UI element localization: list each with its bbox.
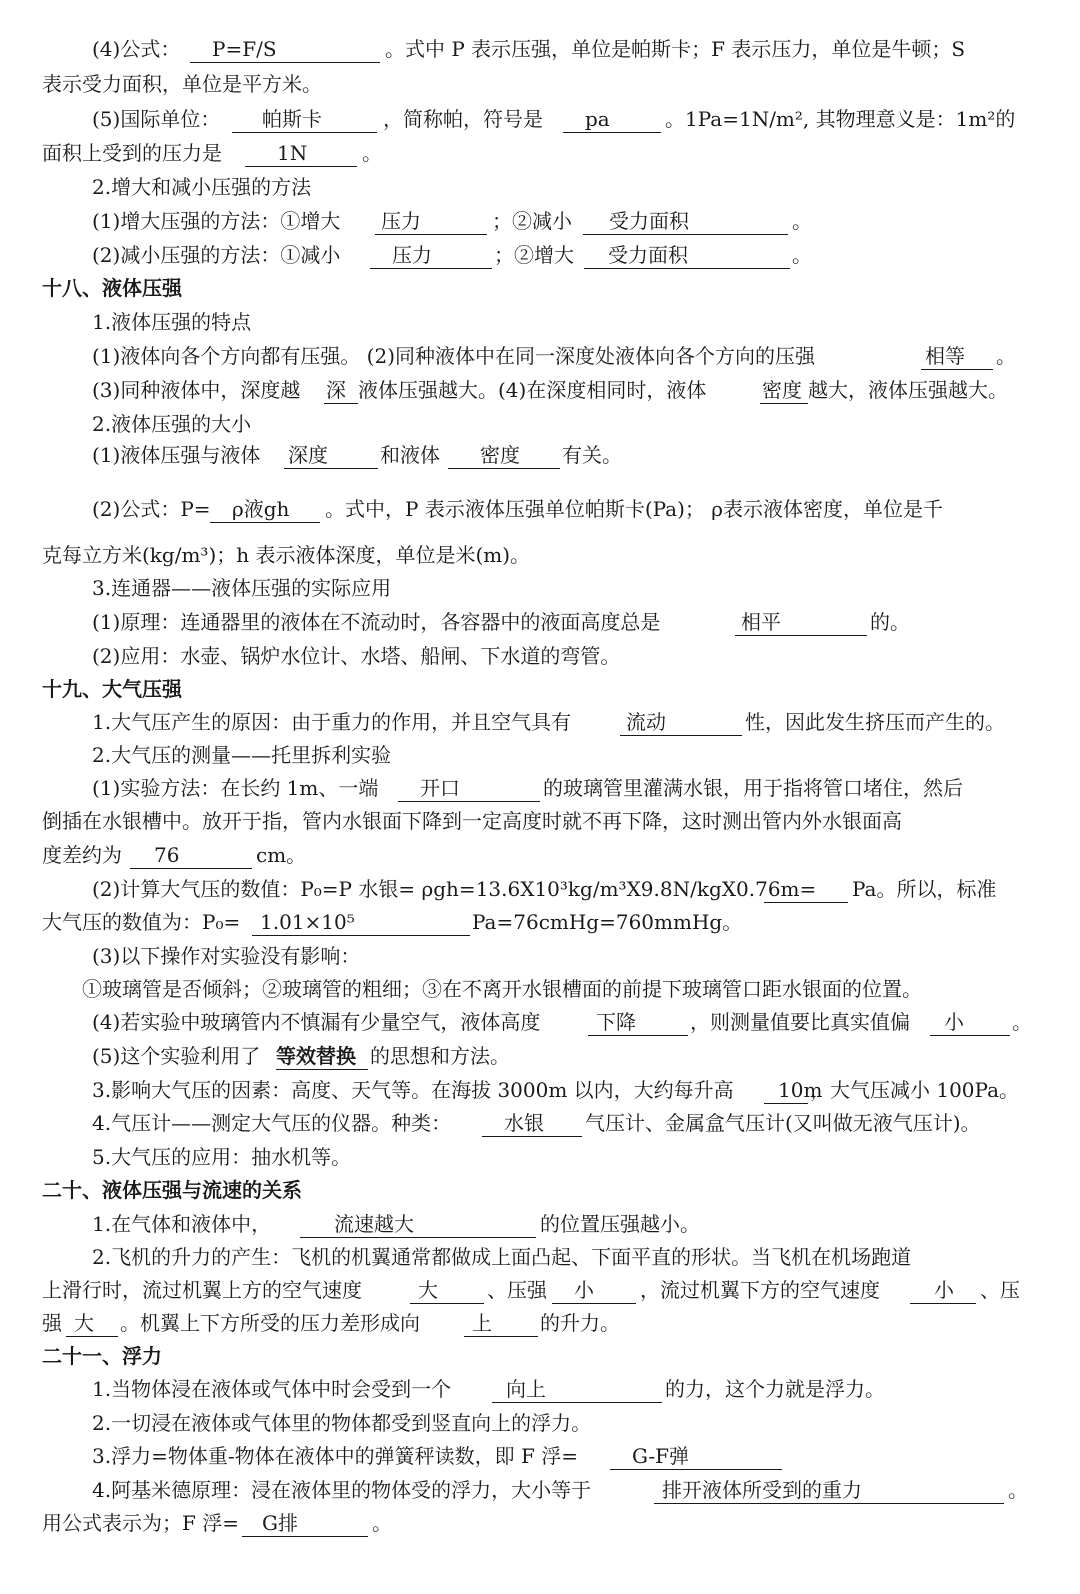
answer-blank bbox=[276, 1043, 368, 1070]
answer-text: 上 bbox=[472, 1311, 492, 1335]
line-text: 的位置压强越小。 bbox=[540, 1212, 700, 1236]
text-line bbox=[0, 305, 1080, 339]
line-text: (3)以下操作对实验没有影响： bbox=[92, 944, 361, 968]
line-text: 3.影响大气压的因素：高度、天气等。在海拔 3000m 以内，大约每升高 bbox=[92, 1078, 734, 1102]
text-line bbox=[0, 1306, 1080, 1340]
text-line bbox=[0, 605, 1080, 639]
text-line bbox=[0, 705, 1080, 739]
text-line bbox=[0, 136, 1080, 170]
line-text: 有关。 bbox=[562, 443, 622, 467]
text-line bbox=[0, 1207, 1080, 1241]
line-text: ，流过机翼下方的空气速度 bbox=[640, 1278, 880, 1302]
answer-text: ρ液gh bbox=[232, 497, 290, 521]
answer-blank bbox=[921, 343, 993, 370]
line-text: 性，因此发生挤压而产生的。 bbox=[745, 710, 1005, 734]
answer-blank bbox=[398, 775, 540, 802]
line-text: 倒插在水银槽中。放开于指，管内水银面下降到一定高度时就不再下降，这时测出管内外水银面高 bbox=[42, 809, 902, 833]
answer-text: 等效替换 bbox=[276, 1044, 356, 1068]
line-text: 的玻璃管里灌满水银，用于指将管口堵住，然后 bbox=[543, 776, 963, 800]
line-text: 的力，这个力就是浮力。 bbox=[665, 1377, 885, 1401]
line-text: 气压计、金属盒气压计(又叫做无液气压计)。 bbox=[585, 1111, 981, 1135]
line-text: ，大气压减小 100Pa。 bbox=[810, 1078, 1020, 1102]
answer-blank bbox=[492, 1376, 662, 1403]
line-text: 液体压强越大。(4)在深度相同时，液体 bbox=[358, 378, 707, 402]
line-text: 。 bbox=[1008, 1478, 1028, 1502]
answer-text: 下降 bbox=[596, 1010, 636, 1034]
answer-text: 受力面积 bbox=[609, 209, 689, 233]
line-text: 2.增大和减小压强的方法 bbox=[92, 175, 312, 199]
text-line bbox=[0, 492, 1080, 526]
line-text: 。 bbox=[792, 243, 812, 267]
line-text: ，简称帕，符号是 bbox=[383, 107, 543, 131]
text-line bbox=[0, 1106, 1080, 1140]
text-line bbox=[0, 1406, 1080, 1440]
answer-text: 相等 bbox=[925, 344, 965, 368]
line-text: 。 bbox=[996, 344, 1016, 368]
text-line bbox=[0, 939, 1080, 973]
answer-blank bbox=[552, 1277, 636, 1304]
answer-blank bbox=[448, 442, 560, 469]
answer-blank bbox=[324, 377, 358, 404]
section-heading bbox=[0, 1339, 1080, 1373]
answer-blank bbox=[910, 1277, 976, 1304]
answer-text: 1.01×10⁵ bbox=[260, 910, 355, 934]
line-text: ；②增大 bbox=[494, 243, 574, 267]
section-heading bbox=[0, 1173, 1080, 1207]
line-text: (3)同种液体中，深度越 bbox=[92, 378, 301, 402]
answer-text: 密度 bbox=[762, 378, 802, 402]
text-line bbox=[0, 838, 1080, 872]
answer-blank bbox=[930, 1009, 1010, 1036]
text-line bbox=[0, 1140, 1080, 1174]
answer-text: 向上 bbox=[506, 1377, 546, 1401]
line-text: 。机翼上下方所受的压力差形成向 bbox=[120, 1311, 420, 1335]
text-line bbox=[0, 972, 1080, 1006]
line-text: Pa。所以，标准 bbox=[852, 877, 997, 901]
line-text: 强 bbox=[42, 1311, 62, 1335]
line-text: (2)应用：水壶、锅炉水位计、水塔、船闸、下水道的弯管。 bbox=[92, 644, 621, 668]
answer-text: 受力面积 bbox=[608, 243, 688, 267]
line-text: 的。 bbox=[870, 610, 910, 634]
line-text: 1.大气压产生的原因：由于重力的作用，并且空气具有 bbox=[92, 710, 572, 734]
answer-text: 相平 bbox=[741, 610, 781, 634]
line-text: 和液体 bbox=[380, 443, 440, 467]
text-line bbox=[0, 1039, 1080, 1073]
answer-text: 小 bbox=[574, 1278, 594, 1302]
line-text: 面积上受到的压力是 bbox=[42, 141, 222, 165]
answer-blank bbox=[610, 1443, 782, 1470]
text-line bbox=[0, 1473, 1080, 1507]
answer-text: 密度 bbox=[480, 443, 520, 467]
answer-blank bbox=[588, 1009, 688, 1036]
text-line bbox=[0, 804, 1080, 838]
answer-blank bbox=[620, 709, 742, 736]
line-text: 。1Pa=1N/m², 其物理意义是：1m²的 bbox=[665, 107, 1016, 131]
answer-text: 小 bbox=[934, 1278, 954, 1302]
answer-text: G-F弹 bbox=[632, 1444, 689, 1468]
answer-text: 10m bbox=[778, 1078, 823, 1102]
answer-text: 开口 bbox=[420, 776, 460, 800]
answer-text: 76 bbox=[154, 843, 180, 867]
answer-text: pa bbox=[585, 107, 610, 131]
section-heading bbox=[0, 271, 1080, 305]
text-line bbox=[0, 1273, 1080, 1307]
line-text: 2.飞机的升力的产生：飞机的机翼通常都做成上面凸起、下面平直的形状。当飞机在机场跑道 bbox=[92, 1245, 912, 1269]
answer-text: 水银 bbox=[504, 1111, 544, 1135]
heading-text: 二十一、浮力 bbox=[42, 1344, 162, 1368]
text-line bbox=[0, 538, 1080, 572]
line-text: 1.液体压强的特点 bbox=[92, 310, 252, 334]
line-text: (4)公式： bbox=[92, 37, 181, 61]
line-text: 1.当物体浸在液体或气体中时会受到一个 bbox=[92, 1377, 452, 1401]
answer-blank bbox=[654, 1477, 1004, 1504]
line-text: 大气压的数值为：P₀= bbox=[42, 910, 241, 934]
answer-text: 压力 bbox=[381, 209, 421, 233]
line-text: (5)这个实验利用了 bbox=[92, 1044, 261, 1068]
text-line bbox=[0, 1372, 1080, 1406]
line-text: 。 bbox=[362, 141, 382, 165]
text-line bbox=[0, 102, 1080, 136]
text-line bbox=[0, 32, 1080, 66]
line-text: ①玻璃管是否倾斜；②玻璃管的粗细；③在不离开水银槽面的前提下玻璃管口距水银面的位置。 bbox=[82, 977, 922, 1001]
text-line bbox=[0, 438, 1080, 472]
line-text: (2)计算大气压的数值：P₀=P 水银= ρgh=13.6X10³kg/m³X9.8N/kgX0.76m= bbox=[92, 877, 817, 901]
answer-blank bbox=[464, 1310, 538, 1337]
answer-blank bbox=[66, 1310, 118, 1337]
line-text: 、压 bbox=[980, 1278, 1020, 1302]
answer-text: 小 bbox=[944, 1010, 964, 1034]
line-text: 越大，液体压强越大。 bbox=[808, 378, 1008, 402]
answer-blank bbox=[760, 377, 808, 404]
line-text: 的思想和方法。 bbox=[370, 1044, 510, 1068]
answer-blank bbox=[584, 242, 790, 269]
text-line bbox=[0, 1073, 1080, 1107]
text-line bbox=[0, 1005, 1080, 1039]
line-text: 4.阿基米德原理：浸在液体里的物体受的浮力，大小等于 bbox=[92, 1478, 592, 1502]
line-text: 上滑行时，流过机翼上方的空气速度 bbox=[42, 1278, 362, 1302]
text-line bbox=[0, 639, 1080, 673]
answer-blank bbox=[232, 106, 377, 133]
text-line bbox=[0, 1439, 1080, 1473]
answer-text: 大 bbox=[418, 1278, 438, 1302]
line-text: 。式中 P 表示压强，单位是帕斯卡；F 表示压力，单位是牛顿；S bbox=[385, 37, 966, 61]
answer-blank bbox=[375, 208, 487, 235]
answer-text: 深度 bbox=[288, 443, 328, 467]
text-line bbox=[0, 373, 1080, 407]
answer-blank bbox=[252, 909, 470, 936]
line-text: 克每立方米(kg/m³)；h 表示液体深度，单位是米(m)。 bbox=[42, 543, 531, 567]
text-line bbox=[0, 407, 1080, 441]
answer-blank bbox=[370, 242, 492, 269]
answer-blank bbox=[563, 106, 661, 133]
line-text: (1)液体向各个方向都有压强。 (2)同种液体中在同一深度处液体向各个方向的压强 bbox=[92, 344, 816, 368]
line-text: (4)若实验中玻璃管内不慎漏有少量空气，液体高度 bbox=[92, 1010, 541, 1034]
text-line bbox=[0, 339, 1080, 373]
line-text: 2.大气压的测量——托里拆利实验 bbox=[92, 743, 392, 767]
text-line bbox=[0, 738, 1080, 772]
answer-text: 1N bbox=[277, 141, 308, 165]
line-text: (1)液体压强与液体 bbox=[92, 443, 261, 467]
answer-text: 帕斯卡 bbox=[262, 107, 322, 131]
answer-blank bbox=[764, 876, 848, 903]
line-text: 。式中，P 表示液体压强单位帕斯卡(Pa)； ρ表示液体密度，单位是千 bbox=[325, 497, 944, 521]
line-text: cm。 bbox=[256, 843, 307, 867]
line-text: 、压强 bbox=[487, 1278, 547, 1302]
text-line bbox=[0, 238, 1080, 272]
answer-text: 大 bbox=[74, 1311, 94, 1335]
line-text: 的升力。 bbox=[540, 1311, 620, 1335]
answer-text: P=F/S bbox=[212, 37, 277, 61]
line-text: (2)减小压强的方法：①减小 bbox=[92, 243, 341, 267]
answer-text: 排开液体所受到的重力 bbox=[662, 1478, 862, 1502]
line-text: (1)实验方法：在长约 1m、一端 bbox=[92, 776, 379, 800]
text-line bbox=[0, 67, 1080, 101]
answer-text: 深 bbox=[326, 378, 346, 402]
section-heading bbox=[0, 672, 1080, 706]
line-text: ，则测量值要比真实值偏 bbox=[690, 1010, 910, 1034]
line-text: 。 bbox=[372, 1511, 392, 1535]
answer-text: 流动 bbox=[626, 710, 666, 734]
line-text: 3.连通器——液体压强的实际应用 bbox=[92, 576, 392, 600]
line-text: 2.一切浸在液体或气体里的物体都受到竖直向上的浮力。 bbox=[92, 1411, 592, 1435]
answer-blank bbox=[410, 1277, 484, 1304]
answer-text: 压力 bbox=[392, 243, 432, 267]
answer-blank bbox=[482, 1110, 582, 1137]
line-text: ；②减小 bbox=[492, 209, 572, 233]
answer-blank bbox=[735, 609, 867, 636]
line-text: 度差约为 bbox=[42, 843, 122, 867]
text-line bbox=[0, 571, 1080, 605]
text-line bbox=[0, 1506, 1080, 1540]
answer-blank bbox=[210, 496, 320, 523]
line-text: 1.在气体和液体中， bbox=[92, 1212, 272, 1236]
line-text: 表示受力面积，单位是平方米。 bbox=[42, 72, 322, 96]
answer-blank bbox=[284, 442, 378, 469]
answer-blank bbox=[583, 208, 788, 235]
heading-text: 二十、液体压强与流速的关系 bbox=[42, 1178, 302, 1202]
answer-blank bbox=[190, 36, 380, 63]
line-text: (5)国际单位： bbox=[92, 107, 221, 131]
answer-blank bbox=[300, 1211, 536, 1238]
line-text: 。 bbox=[792, 209, 812, 233]
answer-blank bbox=[242, 1510, 368, 1537]
answer-blank bbox=[764, 1077, 823, 1104]
heading-text: 十九、大气压强 bbox=[42, 677, 182, 701]
line-text: (1)增大压强的方法：①增大 bbox=[92, 209, 341, 233]
answer-blank bbox=[130, 842, 252, 869]
heading-text: 十八、液体压强 bbox=[42, 276, 182, 300]
text-line bbox=[0, 204, 1080, 238]
line-text: Pa=76cmHg=760mmHg。 bbox=[472, 910, 743, 934]
line-text: 用公式表示为；F 浮= bbox=[42, 1511, 239, 1535]
text-line bbox=[0, 872, 1080, 906]
text-line bbox=[0, 771, 1080, 805]
line-text: (1)原理：连通器里的液体在不流动时，各容器中的液面高度总是 bbox=[92, 610, 661, 634]
text-line bbox=[0, 1240, 1080, 1274]
text-line bbox=[0, 905, 1080, 939]
line-text: 3.浮力=物体重-物体在液体中的弹簧秤读数，即 F 浮= bbox=[92, 1444, 578, 1468]
text-line bbox=[0, 170, 1080, 204]
answer-blank bbox=[245, 140, 357, 167]
line-text: (2)公式：P= bbox=[92, 497, 211, 521]
line-text: 2.液体压强的大小 bbox=[92, 412, 252, 436]
line-text: 5.大气压的应用：抽水机等。 bbox=[92, 1145, 352, 1169]
line-text: 4.气压计——测定大气压的仪器。种类： bbox=[92, 1111, 452, 1135]
line-text: 。 bbox=[1012, 1010, 1032, 1034]
answer-text: G排 bbox=[262, 1511, 298, 1535]
answer-text: 流速越大 bbox=[334, 1212, 414, 1236]
